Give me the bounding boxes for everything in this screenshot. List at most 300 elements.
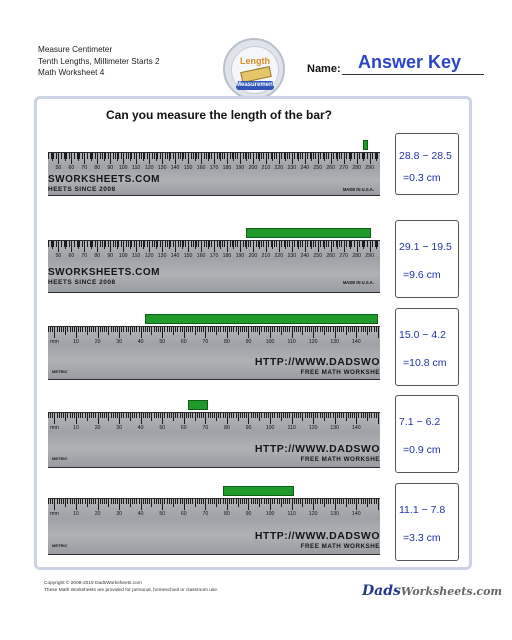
ruler-tick [211, 241, 212, 247]
ruler-tick [115, 499, 116, 504]
ruler-number: 100 [118, 165, 128, 171]
header-info [38, 44, 160, 79]
ruler-tick [376, 413, 377, 418]
ruler-tick [326, 153, 327, 159]
ruler-tick [119, 499, 120, 510]
ruler-number: 130 [330, 511, 340, 517]
ruler-tick [354, 153, 355, 159]
ruler-tick [339, 153, 340, 159]
ruler-tick [91, 499, 92, 504]
ruler-tick [364, 153, 365, 159]
ruler-tick [320, 241, 321, 247]
ruler-tick [147, 327, 148, 332]
ruler-tick [264, 499, 265, 504]
ruler-tick [52, 499, 53, 504]
ruler-tick [134, 413, 135, 418]
ruler-tick [223, 413, 224, 418]
ruler-tick [201, 499, 202, 504]
ruler-tick [59, 327, 60, 332]
ruler-number: 240 [300, 253, 310, 259]
ruler-tick [283, 499, 284, 504]
ruler-tick [85, 499, 86, 504]
answer-box [395, 308, 459, 386]
ruler-tick [335, 499, 336, 510]
ruler-tick [298, 413, 299, 418]
ruler-tick [95, 499, 96, 504]
ruler-tick [253, 153, 254, 164]
ruler-tick [259, 499, 260, 507]
ruler-tick [126, 413, 127, 418]
ruler-tick [309, 327, 310, 332]
ruler [48, 498, 380, 555]
ruler-tick [117, 499, 118, 504]
ruler-number: 70 [81, 253, 88, 259]
ruler-number: 90 [245, 511, 252, 517]
ruler-tick [302, 413, 303, 421]
ruler-tick [106, 413, 107, 418]
ruler-brand-text: HTTP://WWW.DADSWO [254, 356, 380, 369]
ruler-number: 120 [308, 425, 318, 431]
ruler-tick [229, 327, 230, 332]
ruler-tick [268, 241, 269, 247]
ruler-tick [346, 499, 347, 507]
ruler-tick [237, 153, 238, 159]
ruler-tick [134, 327, 135, 332]
ruler-tick [136, 499, 137, 504]
ruler-tick [115, 413, 116, 418]
ruler-tick [227, 413, 228, 424]
ruler-tick [315, 413, 316, 418]
ruler-tick [89, 327, 90, 332]
ruler-tick [374, 499, 375, 504]
ruler-tick [56, 241, 57, 247]
ruler-tick [196, 241, 197, 247]
ruler-tick [244, 499, 245, 504]
ruler-tick [367, 153, 368, 159]
ruler-tick [66, 153, 67, 159]
ruler-tick [289, 413, 290, 418]
ruler-tick [164, 413, 165, 418]
ruler-tick [328, 499, 329, 504]
answer-box [395, 395, 459, 473]
ruler-tick [136, 153, 137, 164]
ruler-tick [283, 327, 284, 332]
ruler-tick [48, 153, 49, 159]
ruler-tick [253, 327, 254, 332]
ruler-tick [236, 327, 237, 332]
ruler-tick [261, 499, 262, 504]
ruler-tick [256, 241, 257, 247]
ruler-tick [192, 499, 193, 504]
ruler-number: 140 [170, 165, 180, 171]
ruler-tick [216, 327, 217, 335]
ruler-tick [287, 413, 288, 418]
ruler-tick [106, 499, 107, 504]
ruler-number: 40 [137, 511, 144, 517]
ruler-tick [104, 413, 105, 418]
ruler-tick [255, 499, 256, 504]
ruler-tick [274, 241, 275, 247]
ruler-tick [102, 327, 103, 332]
ruler-tick [335, 413, 336, 424]
ruler-tick [298, 499, 299, 504]
ruler-tick [184, 499, 185, 510]
ruler-tick [67, 413, 68, 418]
ruler-tick [248, 499, 249, 510]
ruler-tick [307, 327, 308, 332]
answer-box [395, 133, 459, 195]
ruler-tick [175, 499, 176, 504]
ruler-tick [279, 499, 280, 504]
ruler-tick [188, 327, 189, 332]
ruler-tick [313, 327, 314, 338]
ruler-number: 270 [339, 165, 349, 171]
ruler-tick [225, 413, 226, 418]
ruler-tick [130, 499, 131, 507]
ruler-number: 150 [183, 253, 193, 259]
ruler-tick [281, 413, 282, 421]
ruler-number: 140 [170, 253, 180, 259]
ruler-tick [134, 499, 135, 504]
ruler-tick [220, 499, 221, 504]
ruler-tick [171, 413, 172, 418]
ruler-number: 50 [159, 339, 166, 345]
ruler-tick [67, 499, 68, 504]
ruler-tick [243, 153, 244, 159]
ruler-tick [184, 413, 185, 424]
ruler-tick [177, 327, 178, 332]
ruler-tick [330, 327, 331, 332]
ruler-tick [330, 413, 331, 418]
ruler-tick [274, 153, 275, 159]
ruler-tick [100, 153, 101, 159]
ruler-tick [151, 413, 152, 421]
ruler-tick [154, 499, 155, 504]
ruler-number: 50 [55, 165, 62, 171]
ruler-number: 10 [73, 339, 79, 345]
ruler-tick [324, 327, 325, 335]
ruler-tick [74, 153, 75, 159]
ruler-tick [48, 241, 49, 247]
ruler-tick [85, 327, 86, 332]
ruler-tick [256, 153, 257, 159]
ruler-tick [123, 413, 124, 418]
ruler-tick [328, 153, 329, 159]
ruler-tick [317, 413, 318, 418]
ruler-tick [184, 327, 185, 338]
ruler-tick [192, 413, 193, 418]
ruler-tick [318, 153, 319, 164]
ruler-tick [357, 153, 358, 164]
ruler-tick [352, 499, 353, 504]
ruler-tick [348, 499, 349, 504]
ruler-tick [250, 241, 251, 247]
ruler-tick [371, 499, 372, 504]
ruler-tick [341, 327, 342, 332]
ruler-tick [92, 241, 93, 247]
ruler-tick [136, 327, 137, 332]
ruler-tick [82, 327, 83, 332]
ruler-tick [180, 413, 181, 418]
dadsworksheets-logo: DadsWorksheets.com [362, 583, 503, 599]
ruler-tick [63, 413, 64, 418]
ruler-tick [113, 241, 114, 247]
ruler-tick [95, 241, 96, 247]
ruler-number: 30 [116, 425, 123, 431]
ruler-tick [246, 499, 247, 504]
ruler-tick [253, 241, 254, 252]
ruler-tick [313, 499, 314, 510]
ruler-tick [357, 241, 358, 252]
ruler-tick [199, 413, 200, 418]
ruler-tick [93, 499, 94, 504]
ruler-tick [251, 327, 252, 332]
ruler-tick [188, 413, 189, 418]
ruler-tick [115, 327, 116, 332]
ruler-tick [173, 499, 174, 507]
ruler-tick [102, 413, 103, 418]
ruler-tick [149, 499, 150, 504]
ruler-tick [54, 499, 55, 510]
ruler-tick [223, 327, 224, 332]
ruler-tick [121, 499, 122, 504]
ruler-tick [376, 499, 377, 504]
ruler-tick [192, 327, 193, 332]
ruler-number: 290 [365, 165, 374, 171]
ruler-tick [341, 413, 342, 418]
ruler-number: 20 [94, 425, 101, 431]
ruler-tick [354, 241, 355, 247]
ruler-number: 50 [55, 253, 62, 259]
ruler-tick [105, 153, 106, 159]
ruler-tick [268, 413, 269, 418]
ruler-number: 130 [157, 165, 167, 171]
ruler-tick [281, 241, 282, 247]
ruler-tick [164, 499, 165, 504]
ruler-tick [279, 153, 280, 164]
ruler-tick [285, 413, 286, 418]
ruler-tick [147, 241, 148, 247]
ruler-tick [130, 327, 131, 335]
ruler-tick [61, 413, 62, 418]
ruler-number: 100 [265, 339, 275, 345]
ruler-sub-text: FREE MATH WORKSHE [300, 369, 380, 377]
ruler-tick [289, 241, 290, 247]
ruler-tick [335, 327, 336, 338]
ruler-tick [78, 327, 79, 332]
ruler-tick [123, 153, 124, 164]
ruler-tick [134, 241, 135, 247]
ruler-tick [374, 327, 375, 332]
ruler-tick [108, 413, 109, 421]
ruler-tick [283, 413, 284, 418]
ruler-tick [333, 153, 334, 159]
ruler-number: 120 [308, 339, 318, 345]
ruler-tick [111, 499, 112, 504]
ruler-tick [363, 327, 364, 332]
ruler-tick [326, 499, 327, 504]
ruler-tick [82, 153, 83, 159]
ruler-tick [111, 413, 112, 418]
ruler-tick [188, 499, 189, 504]
answer-subtraction: 28.8 − 28.5 [399, 149, 452, 162]
ruler-tick [195, 499, 196, 507]
ruler-tick [204, 153, 205, 159]
ruler-tick [351, 153, 352, 159]
ruler-tick [170, 241, 171, 247]
ruler-tick [343, 499, 344, 504]
ruler-tick [296, 499, 297, 504]
ruler-tick [268, 327, 269, 332]
ruler-tick [225, 499, 226, 504]
ruler-number: 100 [118, 253, 128, 259]
ruler-tick [324, 499, 325, 507]
ruler-tick [50, 499, 51, 504]
ruler-tick [300, 413, 301, 418]
ruler [48, 240, 380, 293]
ruler-tick [315, 241, 316, 247]
ruler-tick [113, 153, 114, 159]
ruler-tick [178, 241, 179, 247]
ruler-tick [186, 499, 187, 504]
ruler-tick [328, 241, 329, 247]
ruler-tick [307, 241, 308, 247]
ruler-tick [113, 413, 114, 418]
ruler-tick [294, 153, 295, 159]
ruler-tick [298, 327, 299, 332]
logo-band: Measurement [236, 82, 275, 88]
ruler-number: 230 [287, 253, 297, 259]
ruler-tick [240, 241, 241, 252]
ruler-tick [253, 413, 254, 418]
ruler-tick [339, 499, 340, 504]
ruler-tick [251, 499, 252, 504]
ruler-tick [367, 499, 368, 507]
ruler-tick [259, 327, 260, 335]
measured-bar [145, 314, 378, 324]
ruler-tick [369, 327, 370, 332]
ruler-tick [201, 413, 202, 418]
ruler-tick [227, 327, 228, 338]
ruler-made-text: MADE IN U.S.A. [342, 187, 374, 192]
ruler-number: 80 [224, 511, 230, 517]
ruler-tick [367, 241, 368, 247]
ruler-tick [230, 241, 231, 247]
ruler-tick [196, 153, 197, 159]
ruler-tick [191, 153, 192, 159]
ruler-tick [307, 413, 308, 418]
ruler-tick [95, 153, 96, 159]
ruler-tick [281, 153, 282, 159]
ruler-tick [248, 327, 249, 338]
ruler-sub-text: FREE MATH WORKSHE [300, 542, 380, 550]
question-prompt: Can you measure the length of the bar? [105, 108, 333, 122]
ruler-tick [333, 327, 334, 332]
ruler-sub-text: HEETS SINCE 2008 [48, 186, 116, 193]
ruler-tick [58, 153, 59, 164]
ruler-tick [198, 153, 199, 159]
ruler-made-text: MADE IN U.S.A. [342, 279, 374, 285]
logo-title: Length [240, 56, 270, 66]
ruler-tick [61, 499, 62, 504]
ruler-tick [74, 327, 75, 332]
ruler-tick [294, 413, 295, 418]
ruler-tick [377, 153, 378, 159]
ruler-tick [341, 499, 342, 504]
ruler-tick [61, 327, 62, 332]
ruler-tick [216, 499, 217, 507]
ruler-tick [326, 241, 327, 247]
ruler-tick [227, 153, 228, 164]
answer-subtraction: 29.1 − 19.5 [399, 240, 452, 253]
ruler-tick [136, 241, 137, 252]
ruler-number: 40 [137, 425, 144, 431]
ruler-tick [70, 413, 71, 418]
ruler-number: 20 [94, 511, 101, 517]
ruler-tick [199, 499, 200, 504]
answer-result: =9.6 cm [403, 269, 441, 282]
ruler-tick [175, 413, 176, 418]
ruler-tick [57, 499, 58, 504]
ruler-tick [141, 413, 142, 424]
ruler-tick [71, 241, 72, 252]
ruler-tick [177, 413, 178, 418]
ruler-tick [320, 413, 321, 418]
answer-key-title: Answer Key [358, 52, 462, 72]
ruler-brand-text: HTTP://WWW.DADSWO [254, 529, 380, 542]
ruler-tick [143, 499, 144, 504]
ruler-tick [167, 413, 168, 418]
ruler-tick [333, 499, 334, 504]
ruler-tick [276, 241, 277, 247]
ruler-tick [147, 153, 148, 159]
ruler-tick [281, 499, 282, 507]
ruler-tick [274, 327, 275, 332]
ruler-number: 280 [352, 165, 361, 171]
ruler-number: 240 [300, 165, 310, 171]
ruler-tick [186, 413, 187, 418]
ruler-tick [117, 413, 118, 418]
ruler-tick [326, 327, 327, 332]
ruler-tick [315, 499, 316, 504]
ruler-tick [212, 327, 213, 332]
ruler-tick [376, 327, 377, 332]
ruler-tick [289, 327, 290, 332]
ruler-tick [119, 413, 120, 424]
ruler-tick [113, 327, 114, 332]
ruler-tick [268, 153, 269, 159]
ruler-tick [277, 499, 278, 504]
ruler-tick [274, 413, 275, 418]
ruler-tick [80, 499, 81, 504]
ruler-tick [244, 413, 245, 418]
ruler-tick [222, 241, 223, 247]
ruler-tick [210, 327, 211, 332]
ruler-tick [218, 413, 219, 418]
ruler-tick [126, 327, 127, 332]
ruler-tick [57, 327, 58, 332]
ruler-tick [377, 241, 378, 247]
ruler-tick [222, 153, 223, 159]
ruler-number: 200 [248, 165, 258, 171]
ruler-tick [145, 499, 146, 504]
ruler-number: 250 [313, 165, 323, 171]
ruler-tick [110, 153, 111, 164]
ruler-tick [175, 241, 176, 252]
ruler-tick [123, 499, 124, 504]
measured-bar [363, 140, 368, 150]
ruler-tick [160, 241, 161, 247]
